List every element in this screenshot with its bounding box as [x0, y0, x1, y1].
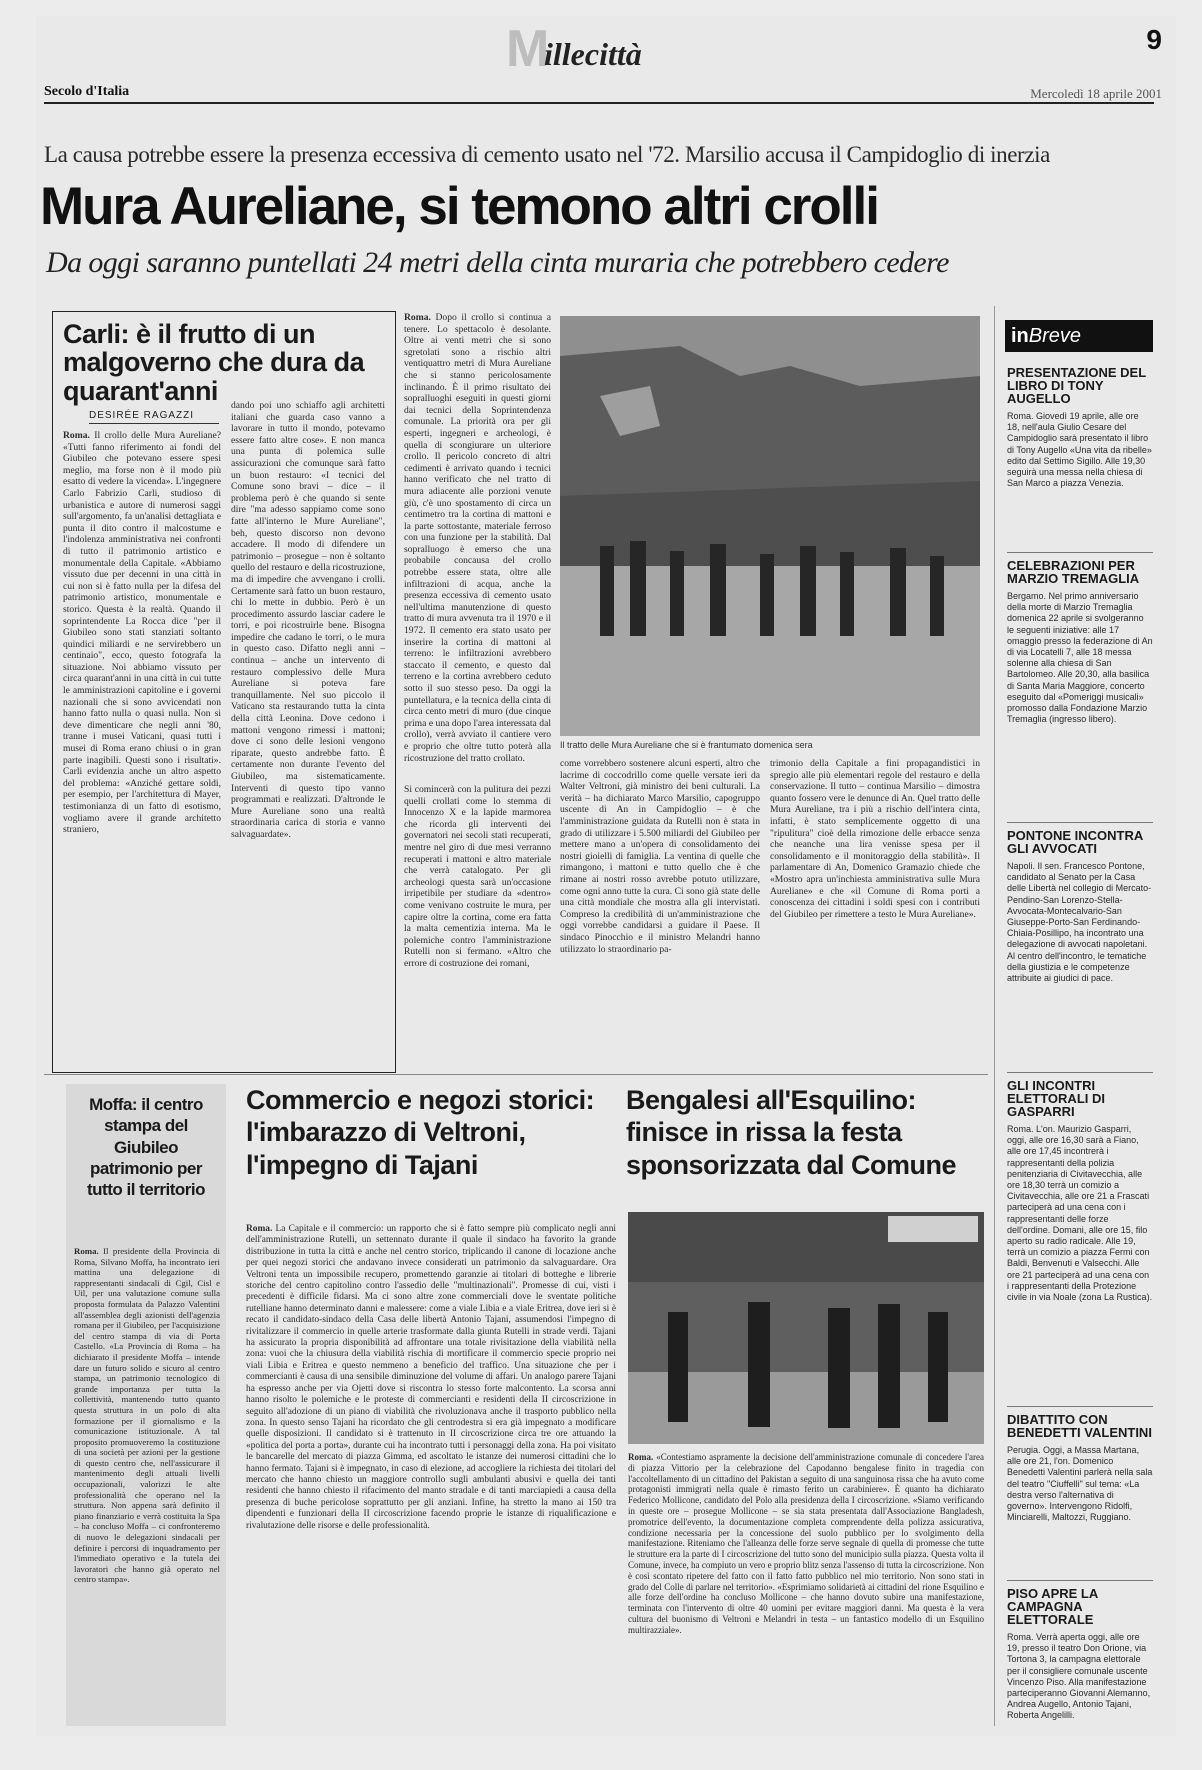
brief-title: PRESENTAZIONE DEL LIBRO DI TONY AUGELLO [1007, 365, 1146, 406]
brief-title: PISO APRE LA CAMPAGNA ELETTORALE [1007, 1586, 1098, 1627]
brief-title: GLI INCONTRI ELETTORALI DI GASPARRI [1007, 1078, 1105, 1119]
brief-title: CELEBRAZIONI PER MARZIO TREMAGLIA [1007, 558, 1140, 586]
mura-aureliane-photo [560, 316, 980, 736]
commercio-text: La Capitale e il commercio: un rapporto che si è fatto sempre più complicato negli anni dell'amministrazione Rutelli, un settennato durante il quale il sindaco ha favorito la grande distribuzione in tutta la città e anche nel centro storico, triplicando il canone di locazione anche per quei negozi storici che andavano invece considerati un patrimonio da salvaguardare. Ora Veltroni tenta un impossibile recupero, promettendo garanzie ai titolari di botteghe e librerie storiche del centro capitolino contro l'assedio delle "multinazionali". Promesse di cui, visti i precedenti è difficile fidarsi. Ma ci sono altre zone commerciali dove le sventate politiche rutelliane hanno determinato danni e malessere: come a viale Libia e a viale Eritrea, dove ieri si è recato il candidato-sindaco della Casa delle libertà Antonio Tajani, assumendosi l'impegno di rivitalizzare il commercio in quelle arterie trasformate dalla giunta Rutelli in strade verdi. Tajani ha assicurato la propria disponibilità ad affrontare una totale rivisitazione della viabilità nella zona: vuoi che la chiusura della viabilità rischia di mortificare il commercio specie proprio nei viali Libia e Eritrea e questo nemmeno a beneficio del traffico. Una situazione che per i commercianti è causa di una sensibile diminuzione del volume di affari. Un analogo parere Tajani ha espresso anche per via Ojetti dove si riscontra lo stesso forte malcontento. La scorsa anni hanno risolto le polemiche e le proteste di commercianti e residenti della II circoscrizione in seguito all'adozione di un piano di viabilità che rivoluzionava anche il trasporto pubblico nella zona. In questo senso Tajani ha ricordato che gli centrodestra si era già impegnato a modificare quelle disposizioni. Il candidato si è trattenuto in II circoscrizione circa tre ore attuando la «politica del porta a porta», durante cui ha incontrato tutti i personaggi della zona. Ha poi visitato le bancarelle del mercato di piazza Gimma, ed ascoltato le istanze dei numerosi cittadini che lo hanno fermato. Tajani si è impegnato, in caso di elezione, ad accogliere la richiesta dei titolari del mercato che hanno chiesto un maggiore controllo sugli ambulanti abusivi e quella dei tanti residenti che hanno chiesto il rifacimento del manto stradale e di tanti marciapiedi a causa della presenza di buche pericolose soprattutto per gli anziani. Infine, ha stretto la mano ai 150 tra dipendenti e funzionari della II circoscrizione facendo proprie le istanze di riqualificazione e rivalutazione delle risorse e delle professionalità. [246, 1224, 616, 1531]
inbreve-banner [1005, 320, 1153, 352]
issue-date: Mercoledì 18 aprile 2001 [1030, 86, 1162, 101]
brief-title: PONTONE INCONTRA GLI AVVOCATI [1007, 828, 1143, 856]
section-logo [506, 22, 746, 76]
brief-item [1007, 552, 1153, 805]
lead-subhead: Da oggi saranno puntellati 24 metri della cinta muraria che potrebbero cedere [46, 246, 949, 279]
carli-text-1: Il crollo delle Mura Aureliane? «Tutti fanno riferimento ai fondi del Giubileo che potevano essere spesi meglio, ma forse non è il modo più esatto di vedere la vicenda». L'ingegnere Carlo Fabrizio Carli, studioso di urbanistica e autore di numerosi saggi sull'argomento, fa un'analisi dettagliata e punta il dito contro il malcostume e l'indolenza amministrativa nei confronti di tutto il patrimonio artistico e monumentale della Capitale. «Abbiamo vissuto due per decenni in una città in cui non si è fatto nulla per la difesa del patrimonio artistico, monumentale e storico. Questa è la realtà. Quando il soprintendente La Rocca dice "per il Giubileo sono stati stanziati soltanto quindici miliardi e ne servirebbero un centinaio", ecco, questo fotografa la situazione. Noi abbiamo vissuto per circa quarant'anni in una città in cui tutte le amministrazioni capitoline e i governi nazionali che si sono avvicendati non hanno fatto nulla o quasi nulla. Non si deve dimenticare che negli anni '80, tranne i musei Vaticani, quasi tutti i musei di Roma erano chiusi o in gran parte inagibili. Questi sono i risultati». Carli evidenzia anche un altro aspetto del problema: «Anziché gettare soldi, per esempio, per l'architettura di Mayer, testimonianza di un fatto di esotismo, vogliamo avere il grande architetto straniero, [63, 430, 221, 836]
lead-text-a: Dopo il crollo si continua a tenere. Lo spettacolo è desolante. Oltre ai venti metri che si sono sgretolati sono a rischio altri ventiquattro metri di Mura Aureliane che si stanno pericolosamente inclinando. È il primo risultato dei sopralluoghi eseguiti in questi giorni dai tecnici della Soprintendenza comunale. La priorità ora per gli esperti, ingegneri e archeologi, è quella di scongiurare un ulteriore crollo. Il pericolo concreto di altri cedimenti è arrivato quando i tecnici hanno verificato che nel tratto di mura adiacente alle porzioni venute giù, c'è uno spostamento di circa un centimetro tra la cortina di mattoni e la parte sottostante, materiale ferroso con una funzione per la stabilità. Dal sopralluogo è emerso che una probabile concausa del crollo potrebbe essere stata, oltre alle infiltrazioni di acqua, anche la presenza eccessiva di cemento usato nell'ultima manutenzione di questo tratto di mura avvenuta tra il 1970 e il 1972. Il cemento era stato usato per inserire la cortina di mattoni al terreno: le infiltrazioni avrebbero staccato il cemento, e questo dal terreno e la cortina avrebbero ceduto sotto il suo stesso peso. Da oggi la puntellatura, e la tecnica della cinta di circa cento metri di muro (due cinque prima e una dopo l'area interessata dal crollo), verrà avviato il cantiere vero e proprio che oltre tutto poterà alla ricostruzione del tratto crollato. [404, 312, 551, 764]
moffa-body [74, 1246, 220, 1720]
brief-text: Bergamo. Nel primo anniversario della morte di Marzio Tremaglia domenica 22 aprile si svolgeranno le seguenti iniziative: alle 17 omaggio presso la federazione di An di via Locatelli 7, alle 18 messa solenne alla chiesa di San Bartolomeo. Alle 20,30, alla basilica di Santa Maria Maggiore, concerto eseguito dal «Pomeriggi musicali» promosso dalla Fondazione Marzio Tremaglia (ingresso libero). [1007, 591, 1153, 725]
paper-name: Secolo d'Italia [44, 84, 130, 99]
carli-column-2 [231, 400, 385, 1062]
brief-title: DIBATTITO CON BENEDETTI VALENTINI [1007, 1412, 1152, 1440]
lead-column-d [770, 758, 980, 1058]
section-title: illecittà [544, 36, 642, 72]
commercio-title: Commercio e negozi storici: l'imbarazzo di Veltroni, l'impegno di Tajani [246, 1085, 595, 1180]
lead-text-b: Si comincerà con la pulitura dei pezzi quelli crollati come lo stemma di Innocenzo X e la lapide marmorea che ricorda gli interventi dei governatori nei secoli stati recuperati, mentre nel giro di due mesi verranno recuperati i mattoni e altro materiale che verrà catalogato. Per gli archeologi questa sarà un'occasione irripetibile per studiare da «dentro» come venivano costruite le mura, per capire oltre la cortina, come era fatta la malta cementizia interna. Ma le polemiche contro l'amministrazione Rutelli non si fermano. «Altro che errore di costruzione dei romani, [404, 784, 551, 969]
moffa-dateline: Roma. [74, 1246, 99, 1256]
bengalesi-title: Bengalesi all'Esquilino: finisce in rissa la festa sponsorizzata dal Comune [626, 1085, 957, 1180]
brief-item [1007, 1072, 1153, 1396]
brief-text: Napoli. Il sen. Francesco Pontone, candidato al Senato per la Casa delle Libertà nel collegio di Mercato-Pendino-San Lorenzo-Stella-Avvocata-Montecalvario-San Giuseppe-Porto-San Ferdinando-Chiaia-Posillipo, ha incontrato una delegazione di avvocati napoletani. Al centro dell'incontro, le tematiche della giustizia e le competenze attribuite ai giudici di pace. [1007, 861, 1152, 984]
inbreve-label-rest: Breve [1028, 325, 1082, 347]
lead-column-b [404, 784, 551, 1058]
section-divider [44, 1074, 988, 1075]
carli-box [52, 311, 396, 1073]
lead-text-c: come vorrebbero sostenere alcuni esperti, altro che lacrime di coccodrillo come quelle versate ieri da Walter Veltroni, già ministro dei beni culturali. La verità – ha dichiarato Marco Marsilio, capogruppo uscente di An in Campidoglio – è che l'amministrazione guidata da Rutelli non è stata in grado di utilizzare i 5.500 miliardi del Giubileo per mettere mano a un'opera di consolidamento dei nostri gioielli di famiglia. La ventina di quelle che rimangono, i mattoni e tutto quello che è che rimane ai nostri rosso avrebbe potuto utilizzare, come ogni anno tutte la cura. Ci sono già state delle una città mondiale che mostra alla gli intervistati. Compreso la credibilità di un'amministrazione che oggi vorrebbe candidarsi a guidare il Paese. Il sindaco Pinocchio e il ministro Melandri hanno utilizzato lo straordinario pa- [560, 758, 760, 955]
brief-item [1007, 1406, 1153, 1565]
market-illustration [628, 1212, 984, 1444]
carli-text-2: dando poi uno schiaffo agli architetti italiani che guarda caso vanno a lavorare in tutto il mondo, potevamo essere fatto altre cose». E non manca una punta di polemica sulle assicurazioni che comunque sarà fatto un buon restauro: «I tecnici del Comune sono bravi – dice – il problema però è che quando si sente dire "ma adesso sappiamo come sono fatte all'interno le Mure Aureliane", beh, questo discorso non devono accadere. Il modo di difendere un patrimonio – prosegue – non è soltanto quello del restauro e della ricostruzione, ma di impedire che avvengano i crolli. Certamente sarà fatto un buon restauro, chi lo mette in dubbio. Però è un procedimento assurdo lasciar cadere le torri, e poi ricostruirle bene. Bisogna impedire che cadano le torri, o le mura in questo caso. Difatto negli anni – continua – anche un intervento di restauro complessivo delle Mura Aureliane si poteva fare tranquillamente. Nel suo piccolo il Vaticano sta restaurando tutta la cinta della città Leonina. Dove cedono i mattoni vengono rimessi i mattoni; dove ci sono delle lesioni vengono riparate, questo andrebbe fatto. È certamente non durante l'evento del Giubileo, ma sistematicamente. Interventi di questo tipo vanno programmati e realizzati. D'altronde le Mure Aureliane sono una realtà straordinaria carica di storia e vanno salvaguardate». [231, 400, 385, 840]
carli-title: Carli: è il frutto di un malgoverno che dura da quarant'anni [63, 319, 365, 406]
masthead-rule [44, 102, 1154, 104]
brief-item [1007, 822, 1153, 1055]
moffa-box [66, 1084, 226, 1726]
brief-text: Perugia. Oggi, a Massa Martana, alle ore 21, l'on. Domenico Benedetti Valentini parlerà nella sala del teatro "Ciuffelli" sul tema: «La destra verso l'alternativa di governo». Intervengono Ridolfi, Minciarelli, Maltozzi, Ruggiano. [1007, 1445, 1153, 1523]
commercio-dateline: Roma. [246, 1224, 273, 1234]
wall-illustration [560, 316, 980, 736]
brief-text: Roma. Giovedì 19 aprile, alle ore 18, nell'aula Giulio Cesare del Campidoglio sarà presentato il libro di Tony Augello «Una vita da ribelle» edito dal Settimo Sigillo. Alle 19,30 seguirà una messa nella chiesa di San Marco a piazza Venezia. [1007, 411, 1152, 489]
lead-photo-caption: Il tratto delle Mura Aureliane che si è frantumato domenica sera [560, 740, 813, 750]
bengalesi-body [628, 1452, 984, 1724]
section-initial: M [506, 20, 548, 78]
commercio-body [246, 1224, 616, 1724]
lead-column-c [560, 758, 760, 1058]
brief-item [1007, 366, 1153, 529]
lead-dateline: Roma. [404, 312, 431, 323]
esquilino-photo [628, 1212, 984, 1444]
brief-text: Roma. L'on. Maurizio Gasparri, oggi, alle ore 16,30 sarà a Fiano, alle ore 17,45 incontrerà i rappresentanti della polizia penitenziaria di Civitavecchia, alle ore 18,30 terrà un comizio a Civitavecchia, alle ore 21 a Frascati parteciperà ad una cena con i rappresentanti delle forze dell'ordine. Domani, alle ore 15, filo aperto su radio radicale. Alle 19, terrà un comizio a piazza Fermi con Baldi, Benvenuti e Valsecchi. Alle ore 21 parteciperà ad una cena con i rappresentanti della Protezione civile in via Noale (zona La Rustica). [1007, 1124, 1153, 1303]
newspaper-page [36, 16, 1176, 1736]
moffa-text: Il presidente della Provincia di Roma, Silvano Moffa, ha incontrato ieri mattina una delegazione di rappresentanti sindacali di Cgil, Cisl e Uil, per una valutazione comune sulla proposta formulata da Palazzo Valentini all'assemblea degli azionisti dell'agenzia romana per il Giubileo, per l'acquisizione del centro stampa di via di Porta Castello. «La Provincia di Roma – ha dichiarato il presidente Moffa – intende dare un futuro solido e sicuro al centro stampa, un patrimonio tecnologico di grande importanza per tutta la collettività, mantenendo tutto quanto questa struttura in un polo di alta formazione per il giornalismo e la comunicazione istituzionale. A tal proposito promuoveremo la costituzione di una società per azioni per la gestione di questo centro che, nell'assicurare il mantenimento degli attuali livelli occupazionali, valorizzi le alte professionalità che operano nel la struttura. Non appena sarà definito il piano finanziario e verrà costituita la Spa – ha concluso Moffa – ci confronteremo di nuovo le delegazioni sindacali per definire i percorsi di inquadramento per l'immediato operativo e la tutela dei lavoratori che hanno già operato nel centro stampa». [74, 1246, 220, 1585]
carli-dateline: Roma. [63, 430, 90, 441]
page-number: 9 [1146, 24, 1162, 55]
carli-column-1 [63, 430, 221, 1062]
moffa-title: Moffa: il centro stampa del Giubileo patrimonio per tutto il territorio [87, 1095, 205, 1199]
lead-text-d: trimonio della Capitale a fini propagandistici in spregio alle più elementari regole del restauro e della conservazione. Il tutto – continua Marsilio – dimostra quanto fossero vere le denunce di An. Quel tratto delle Mura Aureliane, tra i più a rischio dell'intera cinta, infatti, è stato semplicemente oggetto di una "ripulitura" cioè della rimozione delle erbacce senza che neanche una lira venisse spesa per il consolidamento e il monitoraggio della stabilità». Il parlamentare di An, Domenico Gramazio chiede che «Mostro apra un'inchiesta amministrativa sulle Mura Aureliane» e che «il Comune di Roma porti a conoscenza dei cittadini i soldi spesi con i contributi del Giubileo per rimettere a testo le Mura Aureliane». [770, 758, 980, 920]
bengalesi-dateline: Roma. [628, 1452, 654, 1462]
lead-column-a [404, 312, 551, 782]
lead-kicker: La causa potrebbe essere la presenza eccessiva di cemento usato nel '72. Marsilio accusa il Campidoglio di inerzia [44, 142, 1050, 167]
carli-author: DESIRÉE RAGAZZI [89, 410, 219, 424]
lead-headline: Mura Aureliane, si temono altri crolli [40, 177, 878, 236]
bengalesi-text: «Contestiamo aspramente la decisione dell'amministrazione comunale di concedere l'area di piazza Vittorio per la celebrazione del Capodanno bengalese finito in tragedia con l'accoltellamento di un cittadino del Pakistan a seguito di una sanguinosa rissa che ha avuto come protagonisti immigrati nella quale è rimasto ferito un carabiniere». È quanto ha dichiarato Federico Mollicone, candidato del Polo alla presidenza della I circoscrizione. «Siamo verificando in queste ore – prosegue Mollicone – se sia stata presentata dall'Associazione Bangladesh, promotrice dell'evento, la documentazione completa comprendente della polizza assicurativa, condizione necessaria per la concessione del suolo pubblico per lo svolgimento della manifestazione. Riteniamo che l'alleanza delle forze serve segnale di quella di promesse che tutte le strutture era la parte di I circoscrizione del tutto sono del municipio sulla piazza. Questa volta il Comune, invece, ha compiuto un vero e proprio blitz senza l'assenso di tutta la circoscrizione. Non è così scontato ripetere del fatto con il fatto fatto pubblico nel mio territorio. Non sono stati in grado del Colle di parlare nel territorio». «Esprimiamo solidarietà ai cittadini del rione Esquilino e alle forze dell'ordine ha concluso Mollicone – che hanno dovuto subire una manifestazione, terminata con l'intervento di oltre 40 uomini per evitare maggiori danni. Ma questa è la vera cultura del buonismo di Veltroni e Melandri in testa – un fantastico modello di un Esquilino multirazziale». [628, 1452, 984, 1635]
inbreve-label-in: in [1011, 325, 1029, 347]
inbreve-sidebar [994, 306, 1155, 1726]
brief-text: Roma. Verrà aperta oggi, alle ore 19, presso il teatro Don Orione, via Tortona 3, la campagna elettorale per il consigliere comunale uscente Vincenzo Piso. Alla manifestazione parteciperanno Giovanni Alemanno, Andrea Augello, Antonio Tajani, Roberta Angelilli. [1007, 1632, 1151, 1721]
brief-item [1007, 1580, 1153, 1756]
